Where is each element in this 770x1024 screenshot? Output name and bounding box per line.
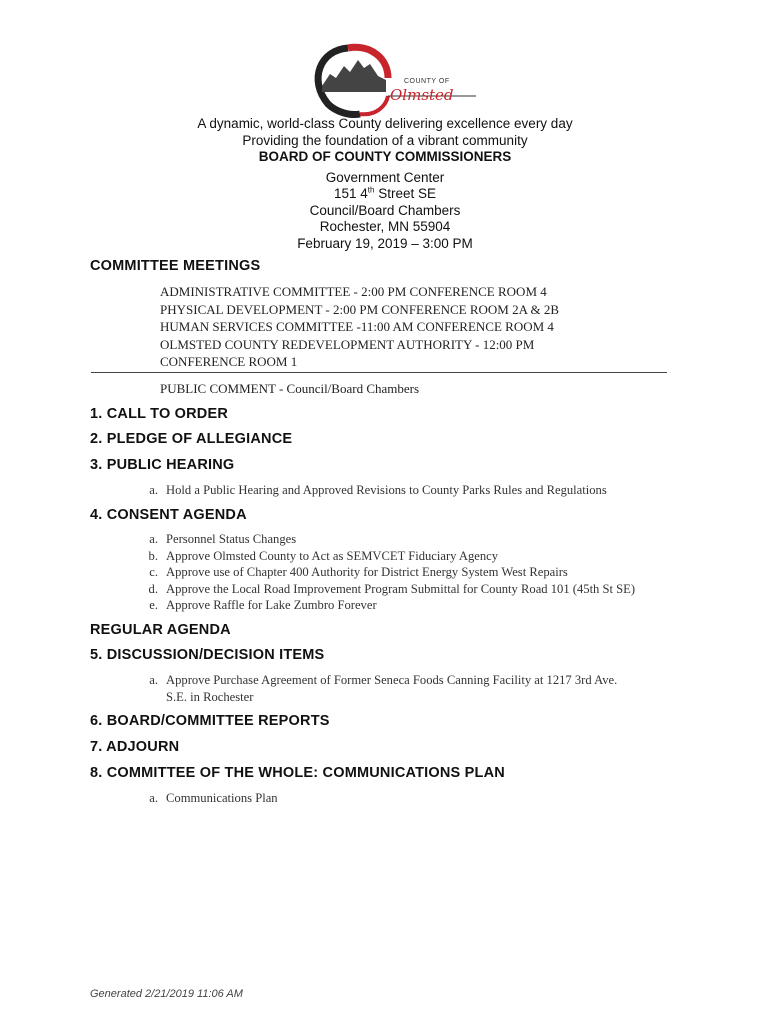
committee-whole-items [136, 790, 278, 807]
section-pledge: 2. PLEDGE OF ALLEGIANCE [90, 431, 293, 447]
list-item: a. Personnel Status Changes [149, 532, 297, 546]
section-call-to-order: 1. CALL TO ORDER [90, 406, 229, 422]
committee-line: CONFERENCE ROOM 1 [160, 354, 298, 370]
section-public-hearing: 3. PUBLIC HEARING [90, 457, 235, 473]
list-item: a. Communications Plan [149, 791, 278, 805]
tagline-1: A dynamic, world-class County delivering excellence every day [197, 116, 573, 131]
discussion-items [136, 672, 617, 705]
divider [91, 372, 667, 373]
committee-meetings-list [160, 283, 559, 371]
list-item-continued: S.E. in Rochester [166, 689, 254, 704]
venue: Government Center [325, 169, 445, 185]
list-item: a. Hold a Public Hearing and Approved Revisions to County Parks Rules and Regulations [149, 483, 607, 497]
logo-name: Olmsted [390, 86, 454, 104]
committee-line: ADMINISTRATIVE COMMITTEE - 2:00 PM CONFERENCE ROOM 4 [160, 284, 547, 299]
list-item: b. Approve Olmsted County to Act as SEMVCET Fiduciary Agency [148, 548, 499, 563]
consent-agenda-items [136, 531, 635, 614]
section-adjourn: 7. ADJOURN [90, 739, 180, 755]
section-discussion: 5. DISCUSSION/DECISION ITEMS [90, 647, 325, 663]
public-hearing-items [136, 482, 607, 499]
board-title: BOARD OF COUNTY COMMISSIONERS [258, 149, 512, 164]
tagline-2: Providing the foundation of a vibrant community [242, 132, 528, 148]
committee-line: HUMAN SERVICES COMMITTEE -11:00 AM CONFERENCE ROOM 4 [160, 319, 554, 335]
committee-line: OLMSTED COUNTY REDEVELOPMENT AUTHORITY - 12:00 PM [160, 336, 535, 352]
section-consent-agenda: 4. CONSENT AGENDA [90, 507, 247, 523]
header [0, 116, 770, 252]
section-committee-whole: 8. COMMITTEE OF THE WHOLE: COMMUNICATIONS PLAN [90, 765, 505, 781]
list-item: e. Approve Raffle for Lake Zumbro Forever [149, 598, 377, 613]
city: Rochester, MN 55904 [319, 219, 451, 234]
list-item: c. Approve use of Chapter 400 Authority for District Energy System West Repairs [149, 565, 568, 580]
committee-line: PHYSICAL DEVELOPMENT - 2:00 PM CONFERENCE ROOM 2A & 2B [160, 301, 560, 317]
public-comment: PUBLIC COMMENT - Council/Board Chambers [160, 381, 420, 396]
committee-meetings-heading: COMMITTEE MEETINGS [90, 258, 261, 274]
olmsted-emblem-icon [300, 40, 480, 122]
generated-footer: Generated 2/21/2019 11:06 AM [90, 988, 243, 1000]
list-item: a. Approve Purchase Agreement of Former Seneca Foods Canning Facility at 1217 3rd Ave. [149, 673, 618, 687]
list-item: d. Approve the Local Road Improvement Program Submittal for County Road 101 (45th St SE) [148, 581, 636, 596]
regular-agenda-heading: REGULAR AGENDA [90, 622, 231, 638]
logo-county-of: COUNTY OF [404, 78, 450, 85]
section-board-reports: 6. BOARD/COMMITTEE REPORTS [90, 713, 330, 729]
meeting-datetime: February 19, 2019 – 3:00 PM [297, 235, 473, 251]
street-address: 151 4th Street SE [334, 185, 436, 201]
county-logo [300, 40, 480, 122]
room: Council/Board Chambers [309, 202, 461, 218]
